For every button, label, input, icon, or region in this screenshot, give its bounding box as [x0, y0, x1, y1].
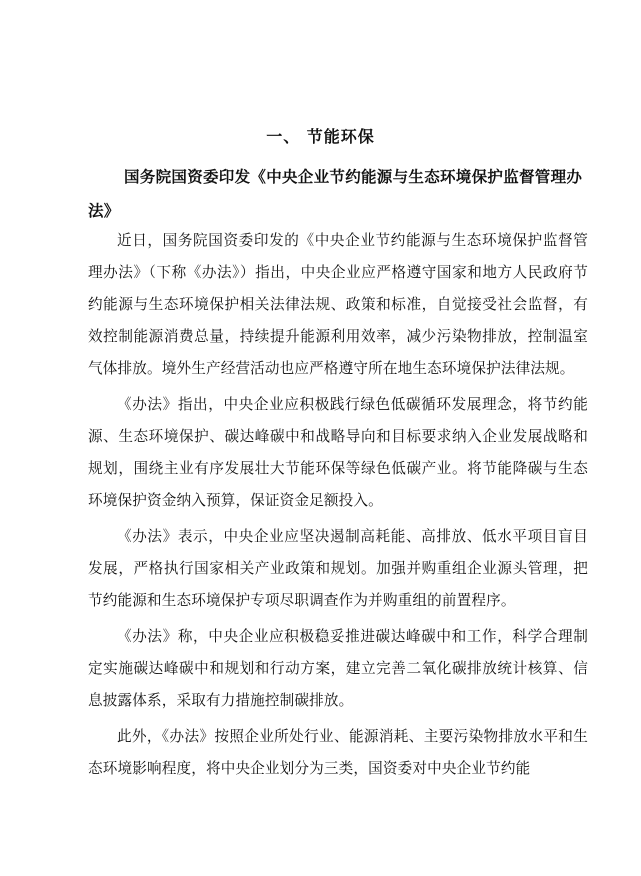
paragraph-2: 《办法》指出，中央企业应积极践行绿色低碳循环发展理念，将节约能源、生态环境保护、碳达峰碳中和战略导向和目标要求纳入企业发展战略和规划，围绕主业有序发展壮大节能环保等绿色低碳产业。将节能降碳与生态环境保护资金纳入预算，保证资金足额投入。 — [88, 396, 588, 509]
section-heading: 一、 节能环保 — [266, 127, 375, 146]
article-title: 国务院国资委印发《中央企业节约能源与生态环境保护监督管理办法》 — [88, 168, 583, 220]
paragraph-3: 《办法》表示，中央企业应坚决遏制高耗能、高排放、低水平项目盲目发展，严格执行国家相关产业政策和规划。加强并购重组企业源头管理，把节约能源和生态环境保护专项尽职调查作为并购重组的前置程序。 — [88, 528, 588, 609]
paragraph-4: 《办法》称，中央企业应积极稳妥推进碳达峰碳中和工作，科学合理制定实施碳达峰碳中和规划和行动方案，建立完善二氧化碳排放统计核算、信息披露体系，采取有力措施控制碳排放。 — [88, 628, 588, 709]
article-body — [88, 225, 588, 789]
paragraph-5: 此外，《办法》按照企业所处行业、能源消耗、主要污染物排放水平和生态环境影响程度，将中央企业划分为三类，国资委对中央企业节约能 — [88, 728, 588, 777]
paragraph-1: 近日，国务院国资委印发的《中央企业节约能源与生态环境保护监督管理办法》（下称《办法》）指出，中央企业应严格遵守国家和地方人民政府节约能源与生态环境保护相关法律法规、政策和标准，自觉接受社会监督，有效控制能源消费总量，持续提升能源利用效率，减少污染物排放，控制温室气体排放。境外生产经营活动也应严格遵守所在地生态环境保护法律法规。 — [88, 232, 588, 377]
